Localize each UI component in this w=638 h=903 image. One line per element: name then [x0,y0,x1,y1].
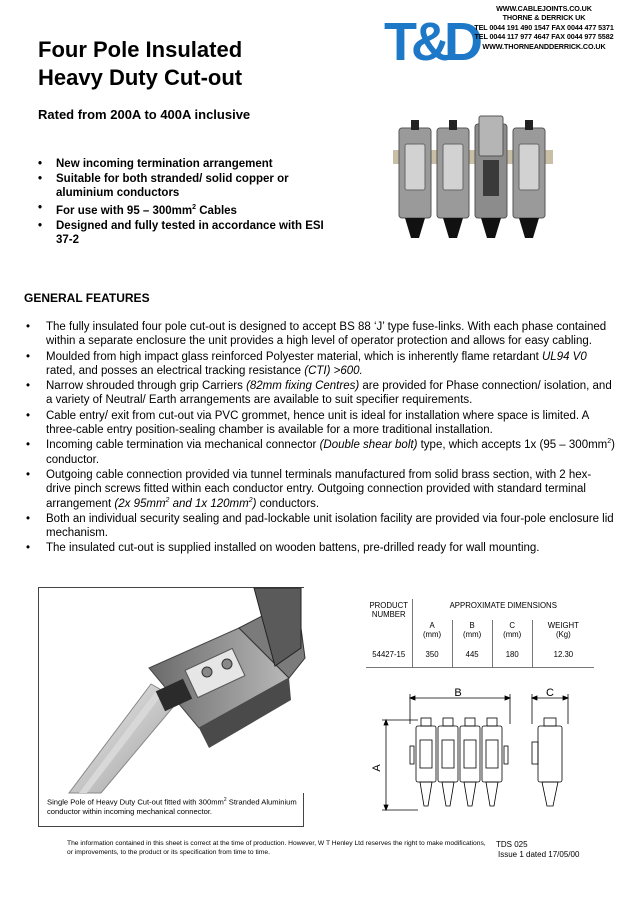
col-weight-header: WEIGHT (Kg) [547,621,579,639]
photo-caption: Single Pole of Heavy Duty Cut-out fitted with $300mm^2$ Stranded Aluminium conductor within incoming mechanical connector. [47,797,297,817]
dim-a-cell: 350 [412,640,452,668]
td-logo [384,8,477,72]
single-pole-photo-frame [38,587,304,827]
table-row [366,640,594,668]
key-feature-item: • Suitable for both stranded/ solid copper or aluminium conductors [36,172,326,200]
key-feature-item: • For use with $95 - 300mm^2$ Cables [36,201,326,218]
product-number-header: PRODUCT NUMBER [366,599,412,640]
key-feature-item: • Designed and fully tested in accordance with ESI 37-2 [36,219,326,247]
contact-phone-1: TEL 0044 191 490 1547 FAX 0044 477 5371 [474,22,614,32]
dimension-label-b: B [454,687,462,699]
title-line-2: Heavy Duty Cut-out [38,65,243,90]
dimension-drawing [372,686,592,818]
feature-item: • Incoming cable termination via mechanical connector (Double shear bolt) type, which accepts 1x $(95 - 300mm^2)$ conductor. [24,438,616,467]
document-title [38,36,242,92]
document-subtitle: Rated from 200A to 400A inclusive [38,107,251,122]
document-reference [496,840,579,860]
key-feature-item: • New incoming termination arrangement [36,157,326,171]
dim-c-cell: 180 [492,640,532,668]
contact-website: WWW.CABLEJOINTS.CO.UK [496,4,592,13]
dim-b-cell: 445 [452,640,492,668]
contact-block [455,4,633,51]
approx-dimensions-header: APPROXIMATE DIMENSIONS [449,601,557,610]
dimensions-table [366,599,594,668]
svg-text:T&D: T&D [384,12,477,72]
feature-item: • Narrow shrouded through grip Carriers (82mm fixing Centres) are provided for Phase connection/ isolation, and a variety of Neutral/ Earth arrangements are available to suit specifier requirements. [24,379,616,408]
tds-number: TDS 025 [496,840,528,849]
title-line-1: Four Pole Insulated [38,37,243,62]
col-b-header: B (mm) [452,620,492,640]
issue-date: Issue 1 dated 17/05/00 [498,850,580,859]
general-features-list [24,320,616,557]
col-a-header: A (mm) [412,620,452,640]
feature-item: • Outgoing cable connection provided via tunnel terminals manufactured from solid brass section, with 2 hex-drive pinch screws fitted within each conductor entry. Outgoing connection provided with standard terminal arrangement (2x $95mm^2$ and 1x $120mm^2$) conductors. [24,468,616,511]
dimension-label-c: C [546,687,554,699]
col-c-header: C (mm) [492,620,532,640]
feature-item: • The fully insulated four pole cut-out is designed to accept BS 88 ‘J’ type fuse-links. With each phase contained within a separate enclosure the unit provides a high level of operator protection and allows for easy cabling. [24,320,616,349]
weight-cell: 12.30 [532,640,594,668]
dimension-label-a: A [371,764,383,772]
general-features-heading: GENERAL FEATURES [24,291,150,305]
contact-phone-2: TEL 0044 117 977 4647 FAX 0044 977 5582 [474,32,614,42]
feature-item: • The insulated cut-out is supplied installed on wooden battens, pre-drilled ready for wall mounting. [24,541,616,555]
feature-item: • Both an individual security sealing and pad-lockable unit isolation facility are provided via four-pole enclosure lid mechanism. [24,512,616,541]
single-pole-photo [39,588,305,793]
key-features-list [36,157,326,248]
contact-website-2: WWW.THORNEANDDERRICK.CO.UK [482,41,606,51]
table-header-row [366,599,594,620]
feature-item: • Cable entry/ exit from cut-out via PVC grommet, hence unit is ideal for installation where space is limited. A three-cable entry position-sealing chamber is available for a more traditional installation. [24,409,616,438]
contact-company: THORNE & DERRICK UK [502,13,586,23]
disclaimer-text: The information contained in this sheet is correct at the time of production. However, W T Henley Ltd reserves the right to make modifications, or improvements, to the product or its specification from time to time. [67,840,486,856]
feature-item: • Moulded from high impact glass reinforced Polyester material, which is inherently flame retardant UL94 V0 rated, and posses an electrical tracking resistance (CTI) >600. [24,350,616,379]
four-pole-unit-photo [385,110,560,240]
product-number-cell: 54427-15 [366,640,412,668]
